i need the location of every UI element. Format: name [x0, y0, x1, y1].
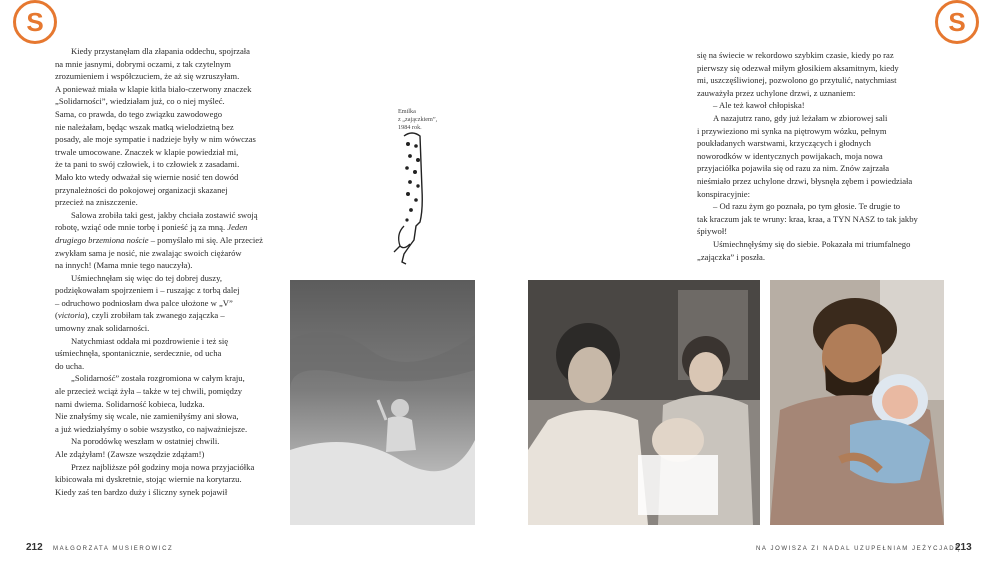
page-number-left: 212 — [26, 542, 43, 553]
photo-child-on-sand — [290, 280, 475, 525]
paragraph: Uśmiechnęłyśmy się do siebie. Pokazała mi triumfalnego „zajączka” i poszła. — [697, 238, 911, 262]
right-page — [500, 0, 1000, 562]
photo-man-with-baby — [770, 280, 944, 525]
s-logo-icon: S — [935, 0, 979, 44]
paragraph: – Od razu żym go poznała, po tym głosie. Te drugie to tak kraczum jak te wruny: kraa, kraa, a TYN NASZ to tak jakby śpiywoł! — [697, 201, 918, 237]
paragraph: Przez najbliższe pół godziny moja nowa przyjaciółka kibicowała mi dyskretnie, stojąc wiernie na korytarzu. Kiedy zaś ten bardzo duży i śliczny synek pojawił — [55, 461, 255, 497]
hand-drawing-illustration — [390, 130, 438, 270]
paragraph: Uśmiechnęłam się więc do tej dobrej duszy, podziękowałam spojrzeniem i – ruszając z torbą dalej – odruchowo podniosłam dwa palce ułożone w „V” (victoria), czyli zrobiłam tak zwanego zajączka – umowny znak solidarności. — [55, 272, 240, 334]
running-head-left: MAŁGORZATA MUSIEROWICZ — [53, 546, 174, 552]
page-number-right: 213 — [955, 542, 972, 553]
left-text-column — [55, 45, 283, 498]
paragraph: się na świecie w rekordowo szybkim czasie, kiedy po raz pierwszy się odezwał miłym głosikiem aksamitnym, kiedy mi, uszczęśliwionej, pozwolono go przytulić, natychmiast zauważyła przez uchylone drzwi, z uznaniem: — [697, 50, 899, 98]
right-text-column — [697, 49, 935, 263]
paragraph: A nazajutrz rano, gdy już leżałam w zbiorowej sali i przywieziono mi synka na piętrowym wózku, pełnym poukładanych warstwami, krzyczących i głodnych noworodków w identycznych powijakach, moja nowa przyjaciółka pojawiła się od razu za nim. Znów zajrzała nieśmiało przez uchylone drzwi, błysnęła zębem i powiedziała konspiracyjnie: — [697, 112, 913, 199]
running-head-right: NA JOWISZA ZI NADAL UZUPEŁNIAM JEŻYCJADĘ — [756, 546, 961, 552]
s-logo-icon: S — [13, 0, 57, 44]
paragraph: Natychmiast oddała mi pozdrowienie i też się uśmiechnęła, spontanicznie, serdecznie, od ucha do ucha. — [55, 335, 229, 371]
paragraph: Salowa zrobiła taki gest, jakby chciała zostawić swoją robotę, wziąć ode mnie torbę i ponieść ją za mną. Jeden drugiego brzemiona noście – pomyślało mi się. Ale przecież zwykłam sama je nosić, nie zwalając swoich ciężarów na innych! (Mama mnie tego nauczyła). — [55, 209, 263, 271]
paragraph: „Solidarność” została rozgromiona w całym kraju, ale przecież wciąż żyła – także w tej chwili, pomiędzy nami dwiema. Solidarność kobieca, ludzka. Nie znałyśmy się wcale, nie zamieniłyśmy ani słowa, a już wiedziałyśmy o sobie wszystko, co najważniejsze. — [55, 373, 248, 434]
paragraph: Na porodówkę weszłam w ostatniej chwili. Ale zdążyłam! (Zawsze wszędzie zdążam!) — [55, 436, 220, 459]
paragraph: – Ale też kawoł chłopiska! — [713, 100, 805, 111]
illustration-caption: Emilka z „zajączkiem”, 1984 rok. — [398, 108, 438, 131]
paragraph: Kiedy przystanęłam dla złapania oddechu, spojrzała na mnie jasnymi, dobrymi oczami, z tak czytelnym zrozumieniem i współczuciem, że aż się wzruszyłam. A ponieważ miała w klapie kitla biało-czerwony znaczek „Solidarności”, wiedziałam już, co o niej myśleć. Sama, co prawda, do tego związku zawodowego nie należałam, będąc wszak matką wielodzietną bez posady, ale moje sympatie i nadzieje były w nim wówczas trwale umocowane. Znaczek w klapie powiedział mi, że ta pani to swój człowiek, i to człowiek z zasadami. Mało kto wtedy odważał się wiernie nosić ten dowód przynależności do pokojowej organizacji skazanej przecież na zniszczenie. — [55, 46, 256, 208]
photo-family-children — [528, 280, 760, 525]
